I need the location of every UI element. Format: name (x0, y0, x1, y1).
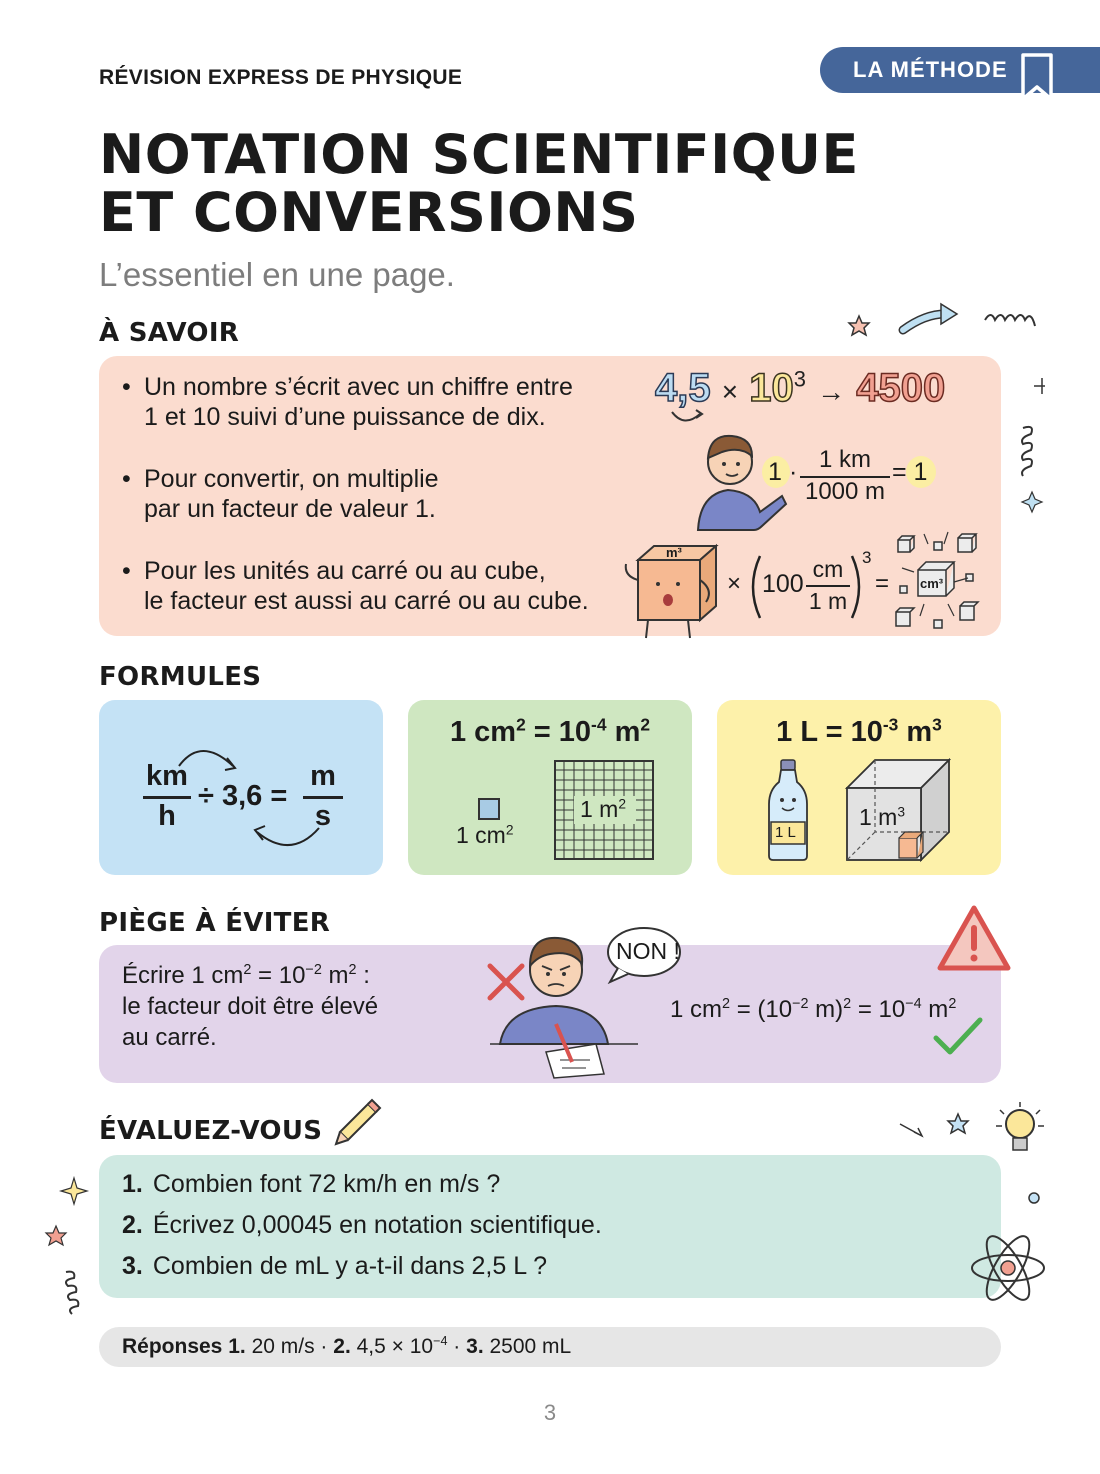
factor-value: 100 (762, 570, 804, 598)
cube-label: m³ (666, 545, 682, 560)
fraction-denominator: 1 m (808, 588, 848, 614)
area-formula: 1 $cm^2 = 10^{-4}$ $m^2$ (449, 714, 651, 748)
tab-label: LA MÉTHODE (853, 57, 1008, 82)
fraction-numerator: 1 km (818, 446, 871, 473)
example2-one: 1 (768, 458, 782, 486)
checkmark-icon (932, 1016, 984, 1058)
reponses-text: Réponses 1. 20 m/s · 2. $4,5 \times 10^{-4} \cdot 3$. 2500 mL (122, 1334, 572, 1358)
small-cube-label: cm³ (920, 576, 944, 591)
formula-card-area (408, 700, 692, 875)
atom-icon (966, 1186, 1050, 1310)
small-square-label: 1 $cm^2$ (456, 822, 514, 848)
fraction-bar (806, 585, 850, 587)
formula-card-volume (717, 700, 1001, 875)
bookmark-icon (1020, 53, 1054, 101)
cube-volume-label: 1 $m^3$ (859, 804, 906, 830)
example2-equals: = 1 (892, 458, 928, 486)
fraction-numerator: cm (812, 556, 844, 582)
warning-icon (936, 904, 1012, 974)
fraction-denominator: 1000 m (804, 478, 886, 505)
page-number: 3 (543, 1400, 557, 1425)
small-square (478, 798, 500, 820)
speech-text: NON ! (616, 938, 680, 964)
section-heading-piege: PIÈGE À ÉVITER (99, 908, 331, 938)
correct-formula: 1 $cm^2 = (10^{-2}$ $m)^2 = 10^{-4}$ $m^2$ (670, 996, 957, 1023)
method-tab (820, 47, 1100, 93)
question-item: 1. Combien font 72 km/h en m/s ? (122, 1170, 501, 1198)
reponses-bar (99, 1327, 1001, 1367)
bullet-item: • Pour les unités au carré ou au cube, le facteur est aussi au carré ou au cube. (122, 557, 589, 615)
exponent: 3 (862, 548, 872, 567)
evaluez-card (99, 1155, 1001, 1298)
question-item: 3. Combien de mL y a-t-il dans 2,5 L ? (122, 1252, 548, 1280)
piege-text: Écrire 1 $cm^2 = 10^{-2}$ $m^2$ : le facteur doit être élevé au carré. (122, 962, 379, 1051)
big-square-label: 1 $m^2$ (580, 796, 627, 822)
question-item: 2. Écrivez 0,00045 en notation scientifique. (122, 1211, 602, 1239)
scientific-example: $4,5 \times 10^3 \to 4500$ (655, 366, 946, 410)
section-heading-evaluez: ÉVALUEZ-VOUS (99, 1116, 323, 1146)
left-doodles-icon (44, 1174, 94, 1324)
times-sign: × (727, 570, 742, 597)
formula-card-speed: km h ÷ 3,6 = m s (99, 700, 383, 875)
equals-sign: = (875, 570, 890, 597)
page-title: NOTATION SCIENTIFIQUE ET CONVERSIONS (99, 123, 859, 244)
kicker: RÉVISION EXPRESS DE PHYSIQUE (99, 66, 463, 89)
section-heading-savoir: À SAVOIR (99, 318, 240, 348)
example2-dot: · (789, 458, 798, 486)
pencil-icon (332, 1098, 382, 1146)
bottle-label: 1 L (775, 824, 796, 841)
bullet-item: • Un nombre s’écrit avec un chiffre entre 1 et 10 suivi d’une puissance de dix. (122, 373, 573, 431)
bullet-item: • Pour convertir, on multiplie par un facteur de valeur 1. (122, 465, 439, 523)
section-heading-formules: FORMULES (99, 662, 262, 692)
bottle-icon (765, 758, 811, 862)
volume-formula: 1 $L = 10^{-3}$ $m^3$ (776, 714, 942, 748)
page-subtitle: L’essentiel en une page. (99, 256, 455, 293)
